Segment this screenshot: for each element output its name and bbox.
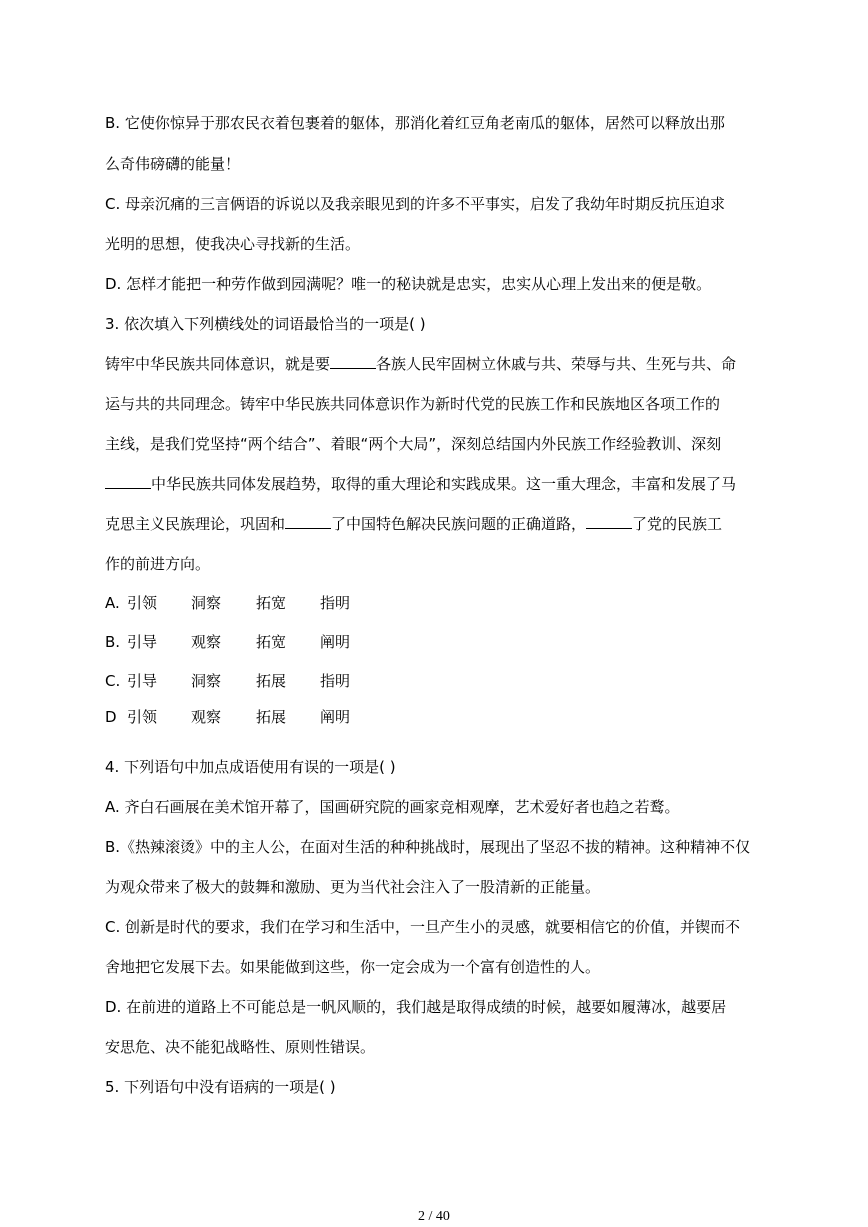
question-3-stem: 3. 依次填入下列横线处的词语最恰当的一项是( ) — [105, 315, 426, 333]
option-d-word-1: 引领 — [127, 708, 158, 726]
q4-option-b-line1: B.《热辣滚烫》中的主人公，在面对生活的种种挑战时，展现出了坚忍不拔的精神。这种精神不仅 — [105, 838, 751, 856]
passage-line-4 — [105, 474, 765, 494]
option-b-word-3: 拓宽 — [256, 633, 287, 651]
passage-line-1 — [105, 354, 765, 374]
passage-text: 中华民族共同体发展趋势，取得的重大理论和实践成果。这一重大理念，丰富和发展了马 — [151, 475, 737, 493]
fill-blank-1 — [330, 354, 376, 369]
passage-text: 了中国特色解决民族问题的正确道路， — [331, 515, 587, 533]
option-b-word-4: 阐明 — [320, 633, 351, 651]
q2-option-b-line2: 么奇伟磅礴的能量！ — [105, 155, 241, 173]
q4-option-c-line2: 舍地把它发展下去。如果能做到这些，你一定会成为一个富有创造性的人。 — [105, 958, 601, 976]
option-a-word-1: 引领 — [127, 594, 158, 612]
option-b-word-2: 观察 — [191, 633, 222, 651]
option-a-word-2: 洞察 — [191, 594, 222, 612]
option-d-word-2: 观察 — [191, 708, 222, 726]
question-4-stem: 4. 下列语句中加点成语使用有误的一项是( ) — [105, 758, 396, 776]
passage-text: 各族人民牢固树立休戚与共、荣辱与共、生死与共、命 — [376, 355, 737, 373]
option-b-letter: B. — [105, 633, 121, 651]
fill-blank-4 — [586, 514, 632, 529]
q2-option-d-line1: D. 怎样才能把一种劳作做到园满呢？唯一的秘诀就是忠实，忠实从心理上发出来的便是敬。 — [105, 275, 712, 293]
option-a-letter: A. — [105, 594, 120, 612]
fill-blank-2 — [105, 474, 151, 489]
passage-line-6: 作的前进方向。 — [105, 555, 211, 573]
option-c-word-3: 拓展 — [256, 672, 287, 690]
passage-line-3: 主线，是我们党坚持“两个结合”、着眼“两个大局”，深刻总结国内外民族工作经验教训、深刻 — [105, 435, 722, 453]
option-d-word-3: 拓展 — [256, 708, 287, 726]
q4-option-d-line2: 安思危、决不能犯战略性、原则性错误。 — [105, 1038, 376, 1056]
passage-text: 铸牢中华民族共同体意识，就是要 — [105, 355, 331, 373]
page-number: 2 / 40 — [418, 1209, 450, 1224]
option-c-word-2: 洞察 — [191, 672, 222, 690]
option-c-letter: C. — [105, 672, 121, 690]
question-5-stem: 5. 下列语句中没有语病的一项是( ) — [105, 1078, 336, 1096]
fill-blank-3 — [285, 514, 331, 529]
option-a-word-4: 指明 — [320, 594, 351, 612]
q4-option-b-line2: 为观众带来了极大的鼓舞和激励、更为当代社会注入了一股清新的正能量。 — [105, 878, 601, 896]
option-d-letter: D — [105, 708, 117, 726]
q4-option-a: A. 齐白石画展在美术馆开幕了，国画研究院的画家竞相观摩，艺术爱好者也趋之若鹜。 — [105, 798, 680, 816]
passage-text: 克思主义民族理论，巩固和 — [105, 515, 286, 533]
option-a-word-3: 拓宽 — [256, 594, 287, 612]
option-b-word-1: 引导 — [127, 633, 158, 651]
passage-line-5 — [105, 514, 765, 534]
option-d-word-4: 阐明 — [320, 708, 351, 726]
q4-option-d-line1: D. 在前进的道路上不可能总是一帆风顺的，我们越是取得成绩的时候，越要如履薄冰，越要居 — [105, 998, 727, 1016]
q2-option-c-line1: C. 母亲沉痛的三言俩语的诉说以及我亲眼见到的许多不平事实，启发了我幼年时期反抗压迫求 — [105, 195, 726, 213]
passage-text: 了党的民族工 — [632, 515, 723, 533]
q2-option-b-line1: B. 它使你惊异于那农民衣着包裹着的躯体，那消化着红豆角老南瓜的躯体，居然可以释放出那 — [105, 114, 725, 132]
option-c-word-4: 指明 — [320, 672, 351, 690]
q2-option-c-line2: 光明的思想，使我决心寻找新的生活。 — [105, 235, 361, 253]
passage-line-2: 运与共的共同理念。铸牢中华民族共同体意识作为新时代党的民族工作和民族地区各项工作的 — [105, 395, 721, 413]
q4-option-c-line1: C. 创新是时代的要求，我们在学习和生活中，一旦产生小的灵感，就要相信它的价值，并锲而不 — [105, 918, 741, 936]
option-c-word-1: 引导 — [127, 672, 158, 690]
